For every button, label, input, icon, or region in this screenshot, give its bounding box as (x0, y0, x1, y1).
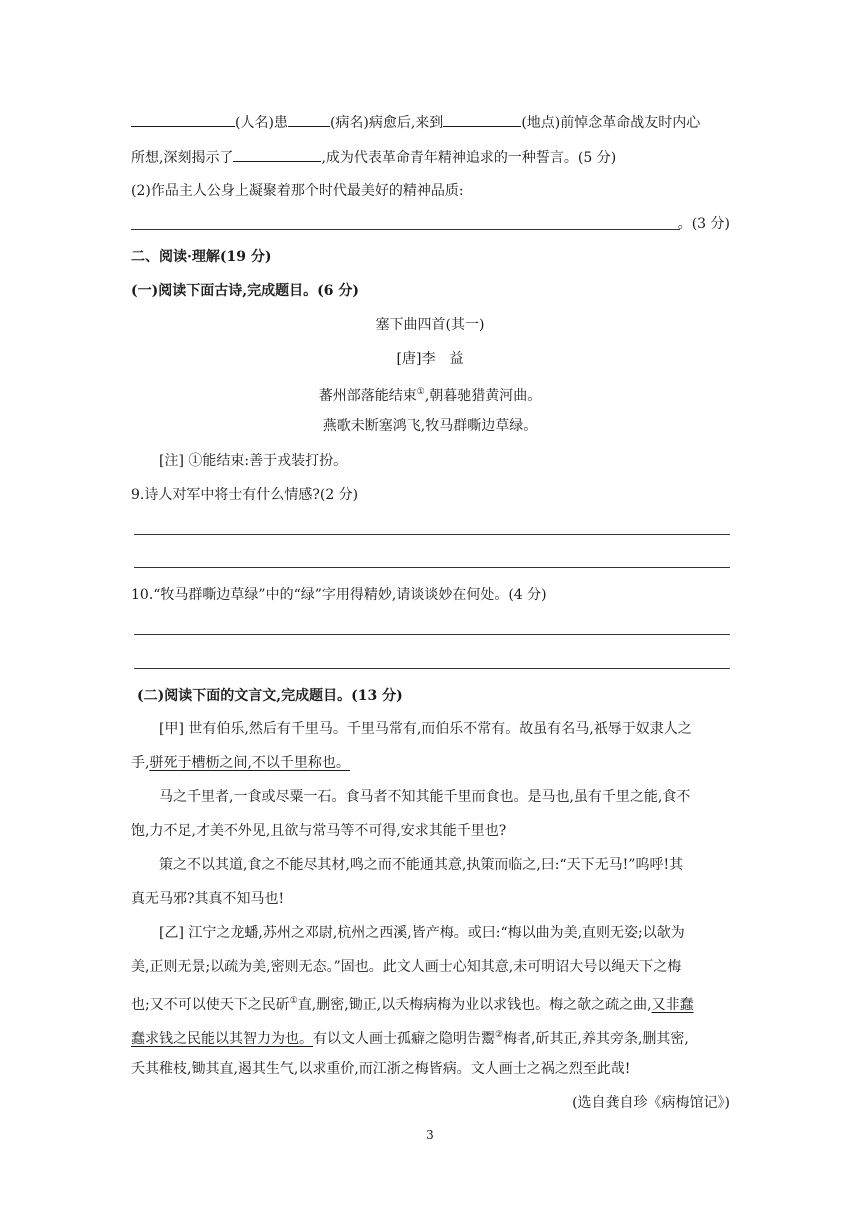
text-jia-p2-line2: 饱,力不足,才美不外见,且欲与常马等不可得,安求其能千里也? (131, 823, 507, 839)
answer-line[interactable] (134, 567, 730, 568)
answer-blank[interactable] (131, 111, 235, 127)
page-number: 3 (426, 1128, 434, 1142)
text-yi-line3: 也;又不可以使天下之民斫①直,删密,锄正,以夭梅病梅为业以求钱也。梅之欹之疏之曲,又非蠢 (131, 996, 694, 1013)
section-title: 二、阅读·理解(19 分) (131, 249, 272, 265)
part2-title: (二)阅读下面的文言文,完成题目。(13 分) (137, 688, 403, 704)
question-10: 10.“牧马群嘶边草绿”中的“绿”字用得精妙,请谈谈妙在何处。(4 分) (131, 587, 547, 603)
text-yi-line2: 美,正则无景;以疏为美,密则无态。”固也。此文人画士心知其意,未可明诏大号以绳天下之梅 (131, 959, 682, 975)
poem-line-1: 蕃州部落能结束①,朝暮驰猎黄河曲。 (318, 387, 542, 404)
poem-note: [注] ①能结束:善于戎装打扮。 (159, 453, 348, 469)
source-citation: (选自龚自珍《病梅馆记》) (572, 1095, 730, 1111)
answer-line[interactable] (134, 668, 730, 669)
text-jia-p1-line1: [甲] 世有伯乐,然后有千里马。千里马常有,而伯乐不常有。故虽有名马,祇辱于奴隶人之 (159, 721, 692, 737)
footnote-marker: ② (495, 1030, 504, 1040)
poem-title: 塞下曲四首(其一) (375, 317, 485, 333)
text-yi-line1: [乙] 江宁之龙蟠,苏州之邓尉,杭州之西溪,皆产梅。或曰:“梅以曲为美,直则无姿;以欹为 (159, 925, 685, 941)
part1-title: (一)阅读下面古诗,完成题目。(6 分) (131, 283, 359, 299)
answer-blank[interactable] (443, 111, 521, 127)
underlined-sentence: 又非蠢 (651, 997, 694, 1013)
question-9: 9.诗人对军中将士有什么情感?(2 分) (131, 487, 359, 503)
q8-line-2: 所想,深刻揭示了 ,成为代表革命青年精神追求的一种誓言。(5 分) (131, 146, 616, 168)
underlined-sentence: 蠢求钱之民能以其智力为也。 (131, 1031, 313, 1047)
footnote-marker: ① (289, 996, 298, 1006)
text-yi-line4: 蠢求钱之民能以其智力为也。有以文人画士孤癖之隐明告鬻②梅者,斫其正,养其旁条,删其密, (131, 1030, 689, 1047)
q8-score: 。(3 分) (677, 216, 730, 232)
text-yi-line5: 夭其稚枝,锄其直,遏其生气,以求重价,而江浙之梅皆病。文人画士之祸之烈至此哉! (131, 1061, 631, 1077)
q8-line-1: (人名)患 (病名)病愈后,来到 (地点)前悼念革命战友时内心 (131, 111, 700, 133)
answer-blank[interactable] (233, 146, 321, 162)
answer-line[interactable] (131, 229, 680, 230)
text-jia-p1-line2: 手,骈死于槽枥之间,不以千里称也。 (131, 755, 350, 771)
text-jia-p3-line2: 真无马邪?其真不知马也! (131, 891, 285, 907)
answer-line[interactable] (134, 634, 730, 635)
poem-line-2: 燕歌未断塞鸿飞,牧马群嘶边草绿。 (322, 418, 538, 434)
answer-blank[interactable] (288, 111, 330, 127)
footnote-marker: ① (416, 387, 425, 397)
q8-sub-2: (2)作品主人公身上凝聚着那个时代最美好的精神品质: (131, 183, 464, 199)
poem-author: [唐]李 益 (396, 351, 464, 367)
underlined-sentence: 骈死于槽枥之间,不以千里称也。 (149, 755, 350, 771)
answer-line[interactable] (134, 534, 730, 535)
text-jia-p3-line1: 策之不以其道,食之不能尽其材,鸣之而不能通其意,执策而临之,曰:“天下无马!”呜呼!其 (159, 857, 684, 873)
text-jia-p2-line1: 马之千里者,一食或尽粟一石。食马者不知其能千里而食也。是马也,虽有千里之能,食不 (159, 789, 691, 805)
